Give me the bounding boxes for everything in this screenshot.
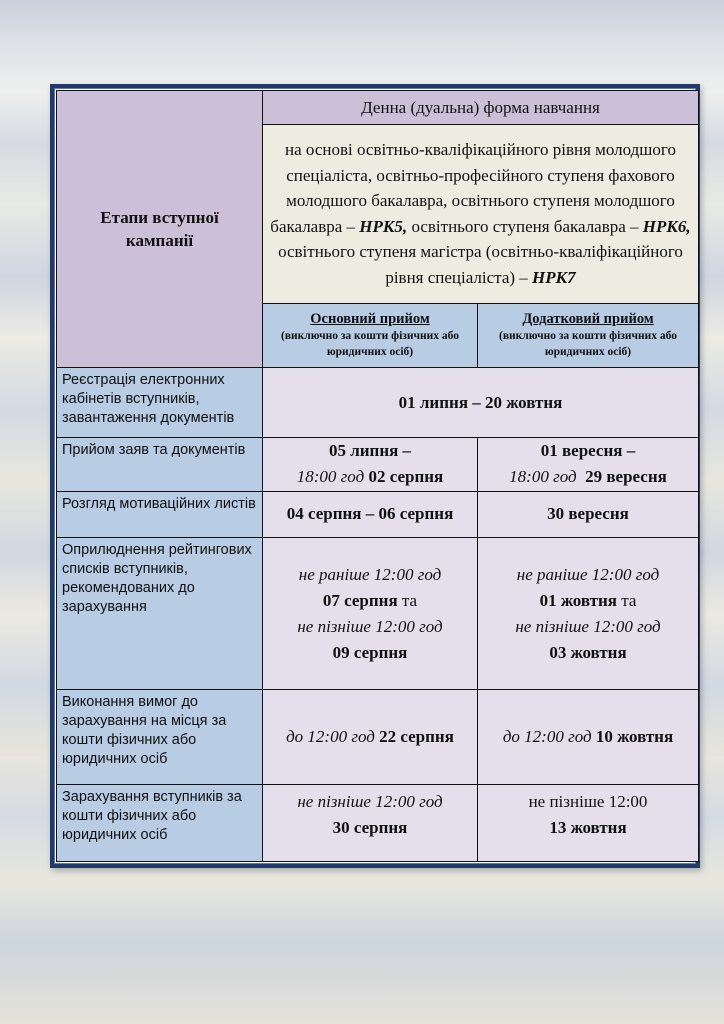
enrollment-main-value bbox=[263, 784, 478, 861]
basis-code-nrk7: НРК7 bbox=[532, 267, 576, 287]
applications-additional-value bbox=[478, 438, 699, 491]
enrollment-additional-date: 13 жовтня bbox=[549, 817, 627, 837]
ratings-additional-time-2: не пізніше 12:00 год bbox=[515, 616, 661, 636]
table-row bbox=[57, 438, 699, 491]
main-admission-title: Основний прийом bbox=[310, 311, 430, 328]
applications-main-time: 18:00 год bbox=[296, 467, 365, 487]
table-row bbox=[57, 690, 699, 784]
admission-schedule-table bbox=[56, 90, 699, 862]
stage-label-motivation: Розгляд мотиваційних листів bbox=[57, 491, 263, 537]
basis-code-nrk5: НРК5, bbox=[359, 216, 408, 236]
ratings-additional-time-1: не раніше 12:00 год bbox=[516, 564, 660, 584]
requirements-main-value bbox=[263, 690, 478, 784]
stage-label-applications: Прийом заяв та документів bbox=[57, 438, 263, 491]
enrollment-main-time: не пізніше 12:00 год bbox=[297, 791, 443, 811]
enrollment-additional-time: не пізніше 12:00 bbox=[528, 791, 648, 811]
requirements-main-date: 22 серпня bbox=[379, 726, 454, 746]
applications-main-start: 05 липня – bbox=[328, 441, 412, 461]
basis-text-3: освітнього ступеня магістра (освітньо-кваліфікаційного рівня спеціаліста) – bbox=[278, 242, 683, 287]
motivation-main-value: 04 серпня – 06 серпня bbox=[263, 491, 478, 537]
ratings-additional-value bbox=[478, 537, 699, 690]
requirements-additional-value bbox=[478, 690, 699, 784]
ratings-additional-and: та bbox=[621, 590, 637, 610]
motivation-additional-value: 30 вересня bbox=[478, 491, 699, 537]
document-frame bbox=[50, 84, 700, 868]
applications-main-value bbox=[263, 438, 478, 491]
stages-title: Етапи вступної кампанії bbox=[100, 208, 219, 251]
applications-additional-time: 18:00 год bbox=[509, 467, 577, 487]
additional-admission-header bbox=[478, 303, 699, 367]
basis-text-1: на основі освітньо-кваліфікаційного рівня молодшого спеціаліста, освітньо-професійного ступеня фахового молодшого бакалавра, освітнього ступеня молодшого бакалавра – bbox=[270, 140, 676, 236]
basis-text-2: освітнього ступеня бакалавра – bbox=[411, 216, 639, 236]
ratings-main-and: та bbox=[401, 590, 418, 610]
ratings-main-time-1: не раніше 12:00 год bbox=[298, 564, 442, 584]
ratings-additional-date-2: 03 жовтня bbox=[549, 642, 627, 662]
applications-additional-start: 01 вересня – bbox=[540, 441, 636, 461]
ratings-main-date-1: 07 серпня bbox=[322, 590, 398, 610]
education-basis-cell bbox=[263, 125, 699, 304]
requirements-additional-date: 10 жовтня bbox=[595, 726, 674, 746]
stage-label-requirements: Виконання вимог до зарахування на місця за кошти фізичних або юридичних осіб bbox=[57, 690, 263, 784]
enrollment-additional-value bbox=[478, 784, 699, 861]
table-row bbox=[57, 368, 699, 438]
basis-code-nrk6: НРК6, bbox=[642, 216, 691, 236]
enrollment-main-date: 30 серпня bbox=[332, 817, 408, 837]
additional-admission-note: (виключно за кошти фізичних або юридичних осіб) bbox=[498, 330, 678, 359]
additional-admission-title: Додатковий прийом bbox=[522, 311, 654, 328]
requirements-additional-time: до 12:00 год bbox=[502, 726, 592, 746]
table-row bbox=[57, 491, 699, 537]
stage-label-enrollment: Зарахування вступників за кошти фізичних або юридичних осіб bbox=[57, 784, 263, 861]
applications-main-end: 02 серпня bbox=[368, 467, 444, 487]
stage-label-registration: Реєстрація електронних кабінетів вступників, завантаження документів bbox=[57, 368, 263, 438]
form-title: Денна (дуальна) форма навчання bbox=[263, 91, 699, 125]
stages-header-cell bbox=[57, 91, 263, 368]
table-row bbox=[57, 784, 699, 861]
stage-label-ratings: Оприлюднення рейтингових списків вступників, рекомендованих до зарахування bbox=[57, 537, 263, 690]
registration-value: 01 липня – 20 жовтня bbox=[263, 368, 699, 438]
main-admission-header bbox=[263, 303, 478, 367]
applications-additional-end: 29 вересня bbox=[585, 467, 667, 487]
table-row bbox=[57, 537, 699, 690]
ratings-main-value bbox=[263, 537, 478, 690]
ratings-main-date-2: 09 серпня bbox=[332, 642, 408, 662]
main-admission-note: (виключно за кошти фізичних або юридичних осіб) bbox=[280, 330, 460, 359]
requirements-main-time: до 12:00 год bbox=[286, 726, 375, 746]
ratings-additional-date-1: 01 жовтня bbox=[539, 590, 617, 610]
ratings-main-time-2: не пізніше 12:00 год bbox=[297, 616, 443, 636]
